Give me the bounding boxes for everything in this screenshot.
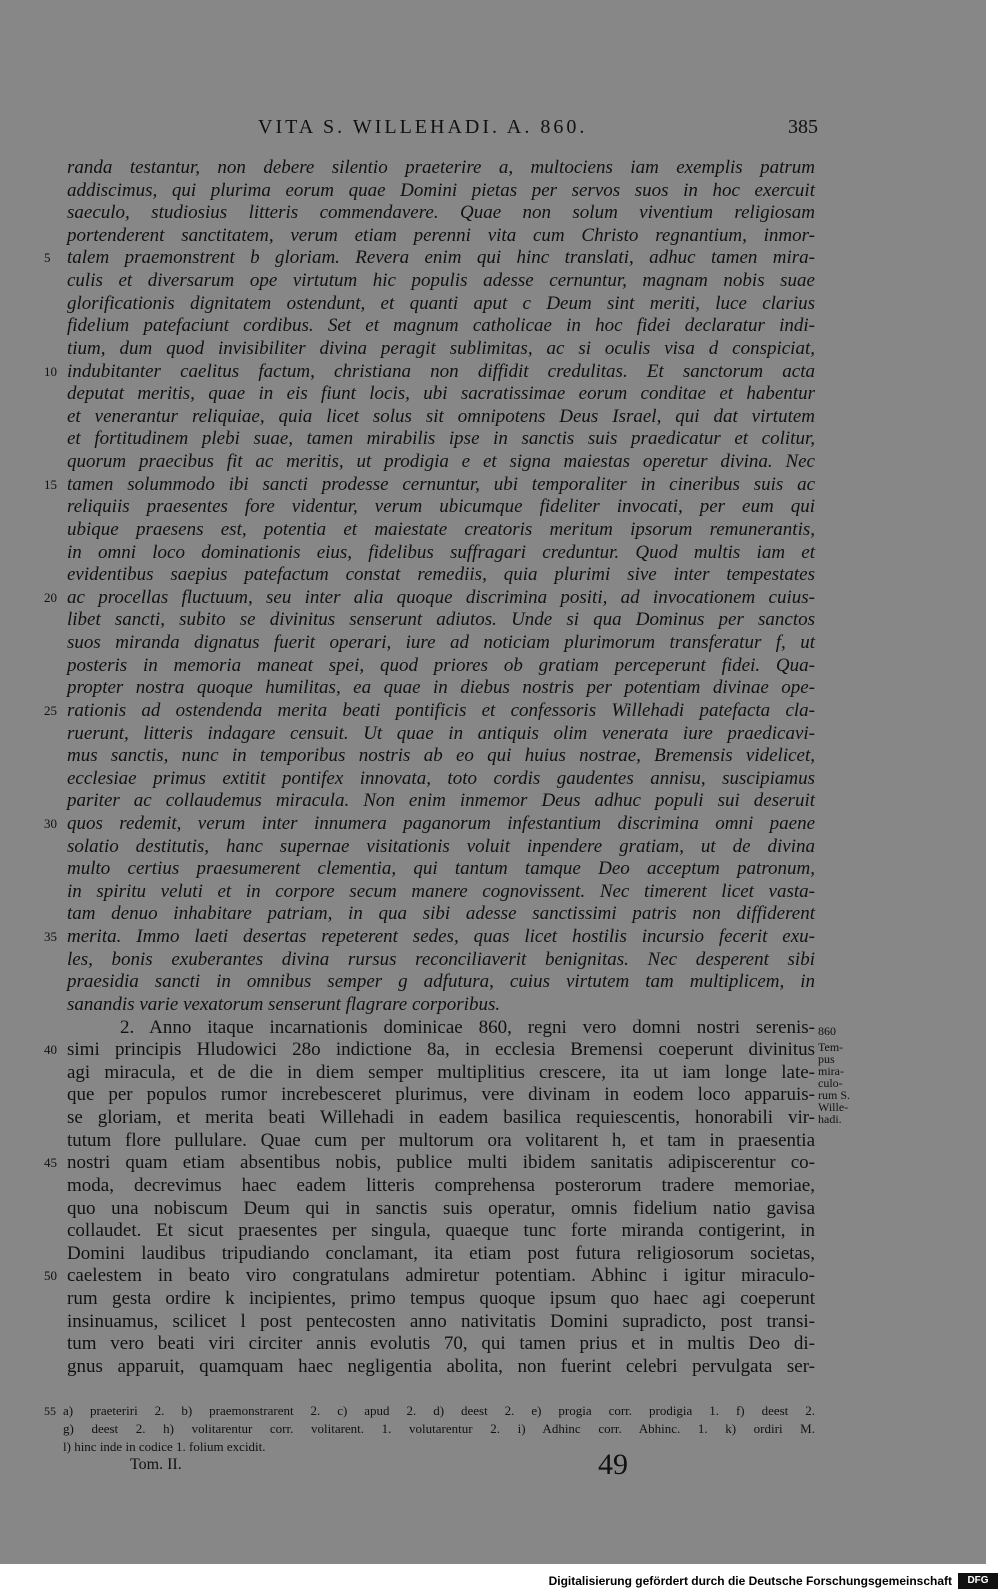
footnote-line: a) praeteriri 2. b) praemonstrarent 2. c) apud 2. d) deest 2. e) progia corr. prodigia 1. f) deest 2. xyxy=(63,1403,815,1418)
text-line: tutum flore pullulare. Quae cum per multorum ora volitarent h, et tam in praesentia xyxy=(67,1130,815,1151)
text-line: rum gesta ordire k incipientes, primo tempus quoque ipsum quo haec agi coeperunt xyxy=(67,1288,815,1309)
text-line: praesidia sancti in omnibus semper g adfutura, cuius virtutem tam multiplicem, in xyxy=(67,971,815,992)
text-line: indubitanter caelitus factum, christiana non diffidit credulitas. Et sanctorum acta xyxy=(67,361,815,382)
text-line: agi miracula, et de die in diem semper multiplitius crescere, ita ut iam longe late- xyxy=(67,1062,815,1083)
text-line: glorificationis dignitatem ostendunt, et quanti aput c Deum sint meriti, luce clarius xyxy=(67,293,815,314)
text-line: et venerantur reliquiae, quia licet solus sit omnipotens Deus Israel, qui dat virtutem xyxy=(67,406,815,427)
text-line: addiscimus, qui plurima eorum quae Domini pietas per servos suos in hoc exercuit xyxy=(67,180,815,201)
footnote-line: g) deest 2. h) volitarentur corr. volitarent. 1. volutarentur 2. i) Adhinc corr. Abhinc. 1. k) ordiri M. xyxy=(63,1421,815,1436)
line-number: 35 xyxy=(44,929,57,944)
text-line: que per populos rumor increbesceret plurimus, vere divinam in eodem loco apparuis- xyxy=(67,1084,815,1105)
footnote-line-number: 55 xyxy=(44,1404,56,1418)
text-line: quos redemit, verum inter innumera paganorum infestantium discrimina omni paene xyxy=(67,813,815,834)
text-line: evidentibus saepius patefactum constat remediis, quia plurimi sive inter tempestates xyxy=(67,564,815,585)
line-number: 45 xyxy=(44,1155,57,1170)
text-line: in spiritu veluti et in corpore secum manere cognovissent. Nec timerent licet vasta- xyxy=(67,881,815,902)
line-number: 20 xyxy=(44,590,57,605)
line-number: 5 xyxy=(44,250,51,265)
text-line: quo una nobiscum Deum qui in sanctis suis operatur, omnis fidelium natio gavisa xyxy=(67,1198,815,1219)
text-line: portenderent sanctitatem, verum etiam perenni vita cum Christo regnantium, inmor- xyxy=(67,225,815,246)
page-number: 385 xyxy=(788,116,818,138)
text-line: caelestem in beato viro congratulans admiretur potentiam. Abhinc i igitur miraculo- xyxy=(67,1265,815,1286)
running-title: VITA S. WILLEHADI. A. 860. xyxy=(258,116,588,138)
text-line: reliquiis praesentes fore videntur, verum ubicumque fideliter invocati, per eum qui xyxy=(67,496,815,517)
line-number: 10 xyxy=(44,364,57,379)
text-line: propter nostra quoque humilitas, ea quae in diebus nostris per potentiam divinae ope- xyxy=(67,677,815,698)
text-line: sanandis varie vexatorum senserunt flagrare corporibus. xyxy=(67,994,501,1015)
text-line: Domini laudibus tripudiando conclamant, ita etiam post futura religiosorum societas, xyxy=(67,1243,815,1264)
text-line: ubique praesens est, potentia et maiestate creatoris meritum ipsorum remunerantis, xyxy=(67,519,815,540)
line-number: 30 xyxy=(44,816,57,831)
dfg-credit: Digitalisierung gefördert durch die Deutsche Forschungsgemeinschaft xyxy=(548,1574,952,1588)
text-line: les, bonis exuberantes divina rursus reconciliaverit benignitas. Nec desperent sibi xyxy=(67,949,815,970)
text-line: libet sancti, subito se divinitus senserunt adiutos. Unde si qua Dominus per sanctos xyxy=(67,609,815,630)
text-line: rationis ad ostendenda merita beati pontificis et confessoris Willehadi patefacta cla- xyxy=(67,700,815,721)
margin-note-line: pus xyxy=(818,1052,835,1066)
text-line: randa testantur, non debere silentio praeterire a, multociens iam exemplis patrum xyxy=(67,157,815,178)
margin-note-line: culo- xyxy=(818,1076,843,1090)
line-number: 40 xyxy=(44,1042,57,1057)
text-line: simi principis Hludowici 28o indictione 8a, in ecclesia Bremensi coeperunt divinitus xyxy=(67,1039,815,1060)
text-line: tamen solummodo ibi sancti prodesse cernuntur, ubi temporaliter in cineribus suis ac xyxy=(67,474,815,495)
margin-note-line: Wille- xyxy=(818,1100,849,1114)
line-number: 15 xyxy=(44,477,57,492)
text-line: ac procellas fluctuum, seu inter alia quoque discrimina positi, ad invocationem cuius- xyxy=(67,587,815,608)
text-line: solatio destitutis, hanc supernae visitationis voluit inpendere gratiam, ut de divina xyxy=(67,836,815,857)
margin-note-line: hadi. xyxy=(818,1112,842,1126)
text-line: se gloriam, et merita beati Willehadi in eadem basilica requiescentis, honorabili vir- xyxy=(67,1107,815,1128)
text-line: quorum praecibus fit ac meritis, ut prodigia e et signa maiestas operetur divina. Nec xyxy=(67,451,815,472)
text-line: fidelium patefaciunt cordibus. Set et magnum catholicae in hoc fidei declaratur indi- xyxy=(67,315,815,336)
text-line: tium, dum quod invisibiliter divina peragit sublimitas, ac si oculis visa d conspiciat, xyxy=(67,338,815,359)
text-line: ecclesiae primus extitit pontifex innovata, toto cordis gaudentes annisu, suscipiamus xyxy=(67,768,815,789)
text-line: gnus apparuit, quamquam haec negligentia abolita, non fuerint celebri pervulgata ser- xyxy=(67,1356,815,1377)
text-line: deputat meritis, quae in eis fiunt locis, ubi sacratissimae eorum conditae et habentur xyxy=(67,383,815,404)
footnote-line: l) hinc inde in codice 1. folium excidit. xyxy=(63,1439,266,1454)
text-line: nostri quam etiam absentibus nobis, publice multi ibidem sanitatis adipiscerentur co- xyxy=(67,1152,815,1173)
text-line: posteris in memoria maneat spei, quod priores ob gratiam perceperunt fidei. Qua- xyxy=(67,655,815,676)
text-line: multo certius praesumerent clementia, qui tantum tamque Deo acceptum patronum, xyxy=(67,858,815,879)
text-line: tum vero beati viri circiter annis evolutis 70, qui tamen prius et in multis Deo di- xyxy=(67,1333,815,1354)
text-line: et fortitudinem plebi suae, tamen mirabilis ipse in sanctis suis praedicatur et colitur, xyxy=(67,428,815,449)
text-line: moda, decrevimus haec eadem litteris comprehensa posterorum tradere memoriae, xyxy=(67,1175,815,1196)
text-line: ruerunt, litteris indagare censuit. Ut quae in antiquis olim venerata iure praedicavi- xyxy=(67,723,815,744)
text-line: saeculo, studiosius litteris commendavere. Quae non solum viventium religiosam xyxy=(67,202,815,223)
text-line: talem praemonstrent b gloriam. Revera enim qui hinc translati, adhuc tamen mira- xyxy=(67,247,815,268)
margin-note-line: rum S. xyxy=(818,1088,851,1102)
margin-note xyxy=(818,1025,868,1125)
text-line: in omni loco dominationis eius, fidelibus suffragari creduntur. Quod multis iam et xyxy=(67,542,815,563)
dfg-logo: DFG xyxy=(958,1573,998,1589)
text-line: pariter ac collaudemus miracula. Non enim inmemor Deus adhuc populi sui deseruit xyxy=(67,790,815,811)
text-line: culis et diversarum ope virtutum hic populis adesse cernuntur, magnam nobis suae xyxy=(67,270,815,291)
text-line: collaudet. Et sicut praesentes per singula, quaeque tunc forte miranda contigerint, in xyxy=(67,1220,815,1241)
line-number: 25 xyxy=(44,703,57,718)
text-line: tam denuo inhabitare patriam, in qua sibi adesse sanctissimi patris non diffiderent xyxy=(67,903,815,924)
text-line: insinuamus, scilicet l post pentecosten anno nativitatis Domini supradicto, post transi- xyxy=(67,1311,815,1332)
text-line: suos miranda dignatus fuerit operari, iure ad noticiam plurimorum transferatur f, ut xyxy=(67,632,815,653)
margin-note-line: 860 xyxy=(818,1024,836,1038)
page-header xyxy=(0,116,986,146)
signature-mark: 49 xyxy=(598,1448,628,1481)
margin-note-line: mira- xyxy=(818,1064,844,1078)
margin-note-line: Tem- xyxy=(818,1040,844,1054)
text-line: merita. Immo laeti desertas repeterent sedes, quas licet hostilis incursio fecerit exu- xyxy=(67,926,815,947)
text-line: mus sanctis, nunc in temporibus nostris ab eo qui huius nostrae, Bremensis videlicet, xyxy=(67,745,815,766)
text-line: 2. Anno itaque incarnationis dominicae 860, regni vero domni nostri serenis- xyxy=(120,1017,815,1038)
line-number: 50 xyxy=(44,1268,57,1283)
volume-label: Tom. II. xyxy=(130,1456,182,1473)
